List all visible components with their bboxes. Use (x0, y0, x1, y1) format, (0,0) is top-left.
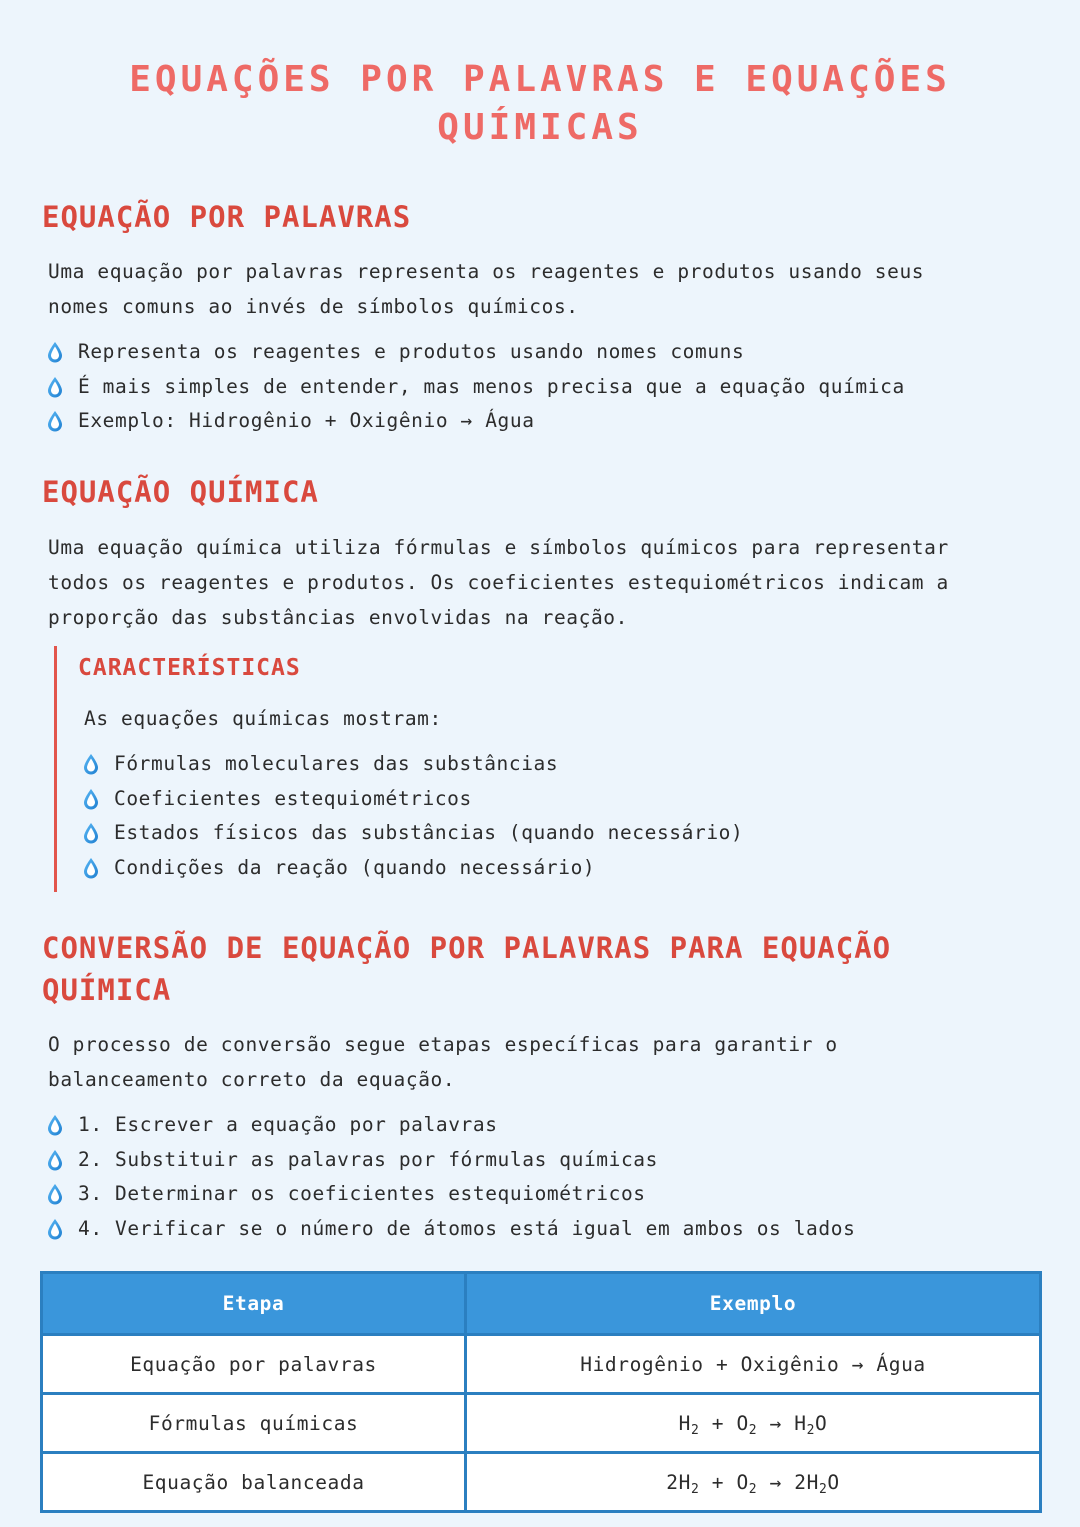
list-item-text: 2. Substituir as palavras por fórmulas químicas (78, 1147, 658, 1171)
cell-etapa: Fórmulas químicas (42, 1394, 466, 1453)
formula-part: O (736, 1470, 749, 1494)
section-conversion-paragraph (48, 1027, 1038, 1097)
formula-part: 2H (794, 1470, 819, 1494)
formula-part: 2H (666, 1470, 691, 1494)
formula-subscript: 2 (690, 1481, 700, 1497)
formula-part: O (736, 1411, 749, 1435)
list-item-text: 4. Verificar se o número de átomos está igual em ambos os lados (78, 1216, 856, 1240)
formula-subscript: 2 (748, 1481, 758, 1497)
cell-etapa: Equação balanceada (42, 1453, 466, 1512)
paragraph-line: todos os reagentes e produtos. Os coeficientes estequiométricos indicam a (48, 571, 949, 594)
list-item (44, 1108, 855, 1143)
list-item-text: Condições da reação (quando necessário) (114, 855, 596, 879)
column-header-etapa: Etapa (42, 1273, 466, 1335)
formula-subscript: 2 (818, 1481, 828, 1497)
paragraph-line: O processo de conversão segue etapas específicas para garantir o (48, 1033, 838, 1056)
formula-subscript: 2 (806, 1422, 816, 1438)
list-item (44, 1143, 855, 1178)
list-item-text: É mais simples de entender, mas menos precisa que a equação química (78, 374, 905, 398)
list-item-text: Coeficientes estequiométricos (114, 786, 472, 810)
page-title-line1: EQUAÇÕES POR PALAVRAS E EQUAÇÕES (129, 59, 951, 100)
water-drop-icon (82, 788, 100, 810)
formula-subscript: 2 (690, 1422, 700, 1438)
paragraph-line: proporção das substâncias envolvidas na reação. (48, 606, 628, 629)
table-row (42, 1453, 1041, 1512)
heading-line: CONVERSÃO DE EQUAÇÃO POR PALAVRAS PARA EQUAÇÃO (42, 931, 892, 965)
table-row (42, 1394, 1041, 1453)
formula-part: O (827, 1470, 840, 1494)
heading-line: QUÍMICA (42, 973, 172, 1007)
list-item-text: 1. Escrever a equação por palavras (78, 1113, 498, 1136)
section-word-equation-paragraph (48, 254, 1038, 324)
formula-operator: + (711, 1470, 725, 1494)
water-drop-icon (82, 857, 100, 879)
water-drop-icon (82, 822, 100, 844)
formula-part: H (678, 1411, 691, 1435)
formula-part: O (815, 1411, 828, 1435)
cell-etapa: Equação por palavras (42, 1335, 466, 1394)
list-item-text: 3. Determinar os coeficientes estequiométricos (78, 1182, 646, 1205)
word-equation-bullet-list (44, 335, 905, 439)
list-item (44, 1212, 855, 1247)
formula-arrow: → (769, 1470, 782, 1494)
cell-exemplo (466, 1394, 1041, 1453)
list-item (80, 816, 743, 851)
formula-part: H (794, 1411, 807, 1435)
water-drop-icon (46, 341, 64, 363)
list-item (80, 851, 743, 886)
list-item (80, 747, 743, 782)
water-drop-icon (46, 1114, 64, 1136)
list-item-text: Representa os reagentes e produtos usando nomes comuns (78, 340, 745, 363)
section-heading-word-equation: EQUAÇÃO POR PALAVRAS (42, 200, 412, 234)
conversion-table (40, 1271, 1042, 1513)
paragraph-line: balanceamento correto da equação. (48, 1068, 456, 1091)
formula-subscript: 2 (748, 1422, 758, 1438)
paragraph-line: Uma equação por palavras representa os reagentes e produtos usando seus (48, 260, 925, 283)
list-item (44, 404, 905, 439)
column-header-exemplo: Exemplo (466, 1273, 1041, 1335)
callout-heading: CARACTERÍSTICAS (78, 655, 301, 681)
list-item-text: Exemplo: Hidrogênio + Oxigênio → Água (78, 409, 535, 432)
water-drop-icon (46, 1183, 64, 1205)
formula-arrow: → (769, 1411, 782, 1435)
conversion-steps-list (44, 1108, 855, 1246)
water-drop-icon (46, 1218, 64, 1240)
water-drop-icon (46, 1149, 64, 1171)
water-drop-icon (46, 410, 64, 432)
list-item (44, 370, 905, 405)
list-item-text: Fórmulas moleculares das substâncias (114, 752, 559, 775)
list-item-text: Estados físicos das substâncias (quando necessário) (114, 821, 744, 844)
characteristics-bullet-list (80, 747, 743, 885)
table-header-row (42, 1273, 1041, 1335)
table-row (42, 1335, 1041, 1394)
callout-accent-bar (54, 646, 57, 892)
cell-exemplo (466, 1453, 1041, 1512)
formula-operator: + (711, 1411, 725, 1435)
list-item (44, 1177, 855, 1212)
list-item (44, 335, 905, 370)
cell-exemplo: Hidrogênio + Oxigênio → Água (466, 1335, 1041, 1394)
section-heading-conversion (42, 927, 891, 1011)
section-heading-chemical-equation: EQUAÇÃO QUÍMICA (42, 475, 319, 509)
callout-intro: As equações químicas mostram: (84, 707, 442, 730)
page-title-line2: QUÍMICAS (437, 107, 643, 148)
water-drop-icon (46, 376, 64, 398)
paragraph-line: nomes comuns ao invés de símbolos químicos. (48, 295, 579, 318)
list-item (80, 782, 743, 817)
section-chemical-equation-paragraph (48, 530, 1038, 635)
water-drop-icon (82, 753, 100, 775)
page-title (0, 56, 1080, 152)
paragraph-line: Uma equação química utiliza fórmulas e símbolos químicos para representar (48, 536, 949, 559)
